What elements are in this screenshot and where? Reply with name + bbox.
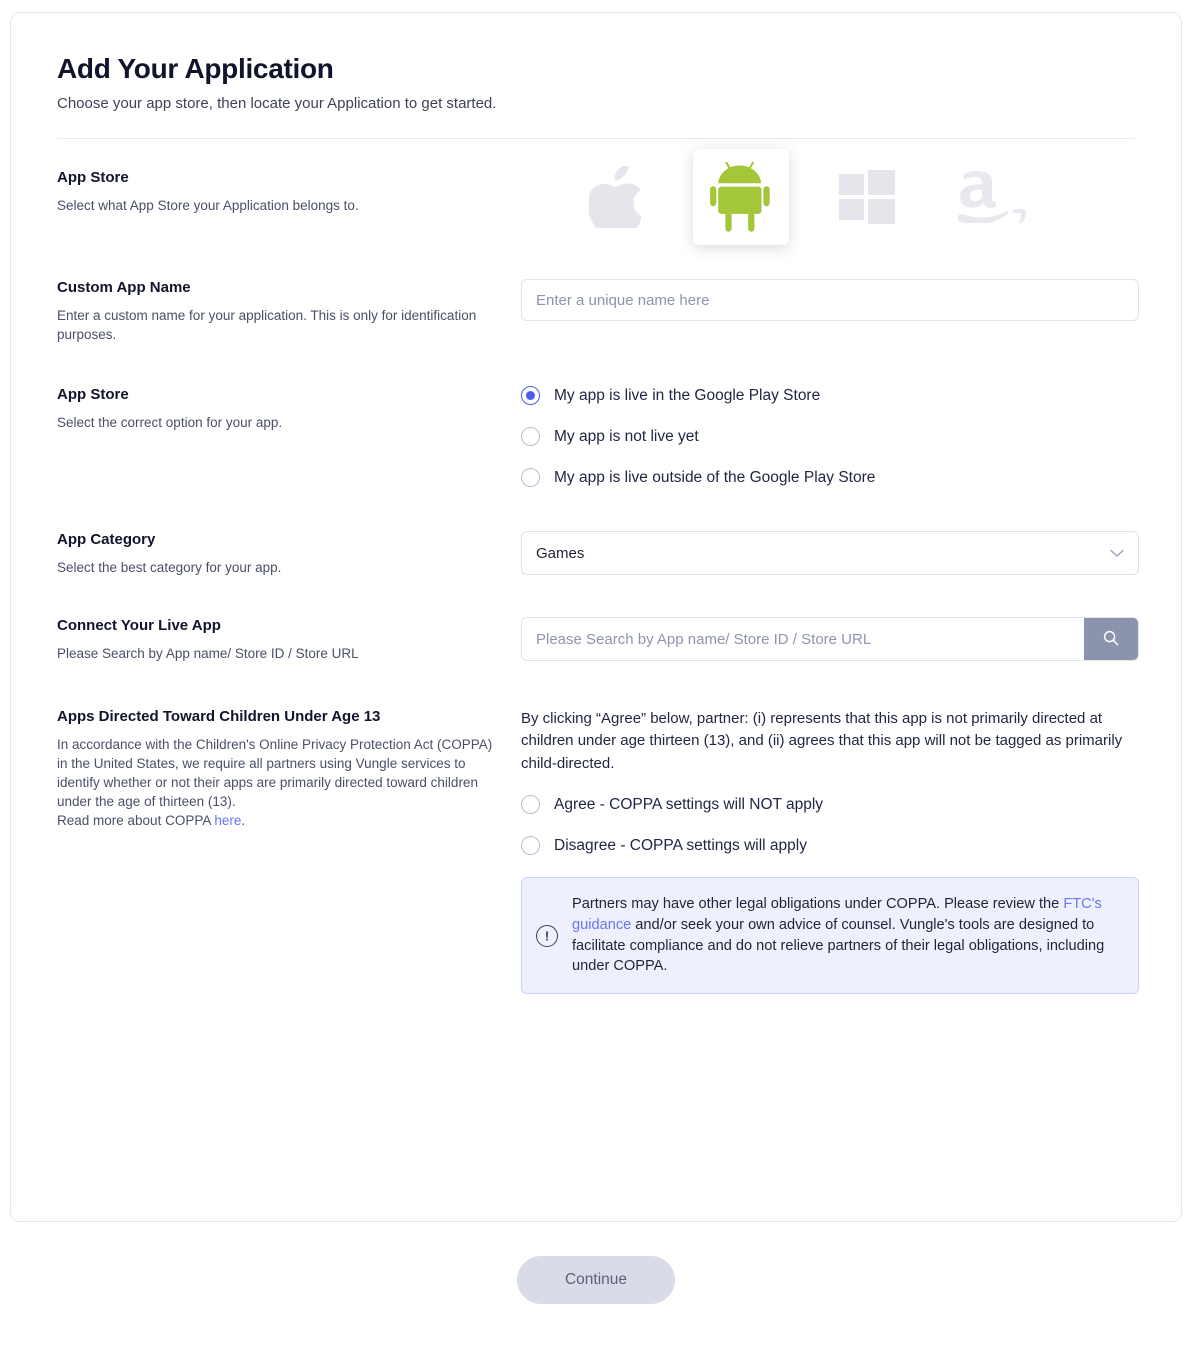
app-search-group	[521, 617, 1139, 661]
coppa-notice-suffix: and/or seek your own advice of counsel. Vungle's tools are designed to facilitate compliance and do not relieve partners of their legal obligations, including under COPPA.	[572, 916, 1105, 975]
store-option-windows[interactable]	[819, 149, 915, 245]
app-live-status-labels	[57, 386, 521, 432]
add-application-card	[10, 12, 1182, 1222]
custom-app-name-section	[57, 279, 1135, 344]
app-category-section	[57, 531, 1135, 577]
custom-app-name-field-wrap	[521, 279, 1139, 321]
custom-app-name-input[interactable]	[521, 279, 1139, 321]
radio-option-coppa-disagree[interactable]	[521, 836, 1139, 855]
app-store-help: Select what App Store your Application belongs to.	[57, 198, 359, 213]
radio-indicator[interactable]	[521, 386, 540, 405]
continue-button[interactable]: Continue	[517, 1256, 675, 1304]
app-category-labels	[57, 531, 521, 577]
radio-label: Disagree - COPPA settings will apply	[554, 836, 807, 854]
footer	[10, 1222, 1182, 1304]
app-live-status-options	[521, 386, 1135, 509]
page-subtitle: Choose your app store, then locate your Application to get started.	[57, 95, 497, 112]
ftc-guidance-link[interactable]: FTC's guidance	[572, 896, 1102, 933]
radio-option-live-outside-play-store[interactable]	[521, 468, 1135, 487]
coppa-notice-prefix: Partners may have other legal obligations under COPPA. Please review the	[572, 896, 1064, 913]
coppa-statement: By clicking “Agree” below, partner: (i) represents that this app is not primarily directed at children under age thirteen (13), and (ii) agrees that this app will not be tagged as primarily child-directed.	[521, 709, 1123, 772]
coppa-read-more	[57, 811, 497, 830]
connect-live-app-label: Connect Your Live App	[57, 617, 221, 635]
connect-live-app-labels	[57, 617, 521, 663]
radio-option-not-live-yet[interactable]	[521, 427, 1135, 446]
store-option-google-play[interactable]	[693, 149, 789, 245]
search-icon	[1103, 630, 1119, 649]
app-live-status-label: App Store	[57, 386, 129, 404]
page-title: Add Your Application	[57, 53, 334, 84]
coppa-section	[57, 708, 1135, 994]
coppa-read-more-suffix: .	[241, 813, 246, 829]
radio-label: My app is live outside of the Google Play Store	[554, 468, 876, 486]
app-category-select[interactable]	[521, 531, 1139, 575]
custom-app-name-help: Enter a custom name for your application. This is only for identification purposes.	[57, 308, 477, 343]
radio-label: Agree - COPPA settings will NOT apply	[554, 795, 824, 813]
radio-indicator[interactable]	[521, 795, 540, 814]
store-icon-row	[521, 149, 1135, 245]
coppa-label: Apps Directed Toward Children Under Age 13	[57, 707, 381, 725]
connect-live-app-help: Please Search by App name/ Store ID / Store URL	[57, 646, 359, 662]
app-search-input[interactable]	[522, 618, 1084, 660]
radio-label: My app is not live yet	[554, 427, 699, 445]
coppa-read-more-prefix: Read more about COPPA	[57, 813, 215, 829]
radio-indicator[interactable]	[521, 427, 540, 446]
android-icon	[710, 162, 772, 232]
custom-app-name-labels	[57, 279, 521, 344]
store-option-apple[interactable]	[567, 149, 663, 245]
chevron-down-icon	[1110, 547, 1124, 560]
app-category-selected-value: Games	[536, 544, 585, 562]
radio-indicator[interactable]	[521, 468, 540, 487]
connect-live-app-field-wrap	[521, 617, 1139, 661]
custom-app-name-label: Custom App Name	[57, 279, 191, 296]
app-search-button[interactable]	[1084, 618, 1138, 660]
connect-live-app-section	[57, 617, 1135, 663]
app-category-field-wrap	[521, 531, 1139, 575]
coppa-notice	[521, 877, 1139, 994]
app-live-status-help: Select the correct option for your app.	[57, 415, 283, 431]
coppa-help: In accordance with the Children's Online Privacy Protection Act (COPPA) in the United States, we require all partners using Vungle services to identify whether or not their apps are primarily directed toward children under the age of thirteen (13).	[57, 736, 493, 810]
coppa-notice-text	[572, 894, 1120, 977]
coppa-here-link[interactable]: here	[214, 813, 242, 829]
radio-option-coppa-agree[interactable]	[521, 795, 1139, 814]
radio-indicator[interactable]	[521, 836, 540, 855]
store-option-amazon[interactable]	[945, 149, 1041, 245]
coppa-options	[521, 708, 1139, 994]
info-exclamation-icon	[536, 925, 558, 947]
radio-option-live-in-play-store[interactable]	[521, 386, 1135, 405]
app-store-label: App Store	[57, 169, 129, 186]
app-category-label: App Category	[57, 531, 156, 549]
amazon-icon	[958, 171, 1028, 223]
windows-icon	[839, 169, 895, 225]
app-store-section	[57, 169, 1135, 245]
app-category-help: Select the best category for your app.	[57, 560, 282, 576]
app-store-options	[521, 169, 1135, 245]
radio-label: My app is live in the Google Play Store	[554, 386, 821, 404]
apple-icon	[589, 166, 641, 228]
coppa-labels	[57, 708, 521, 831]
app-store-section-labels	[57, 169, 521, 215]
header-divider	[57, 138, 1135, 139]
app-live-status-section	[57, 386, 1135, 509]
